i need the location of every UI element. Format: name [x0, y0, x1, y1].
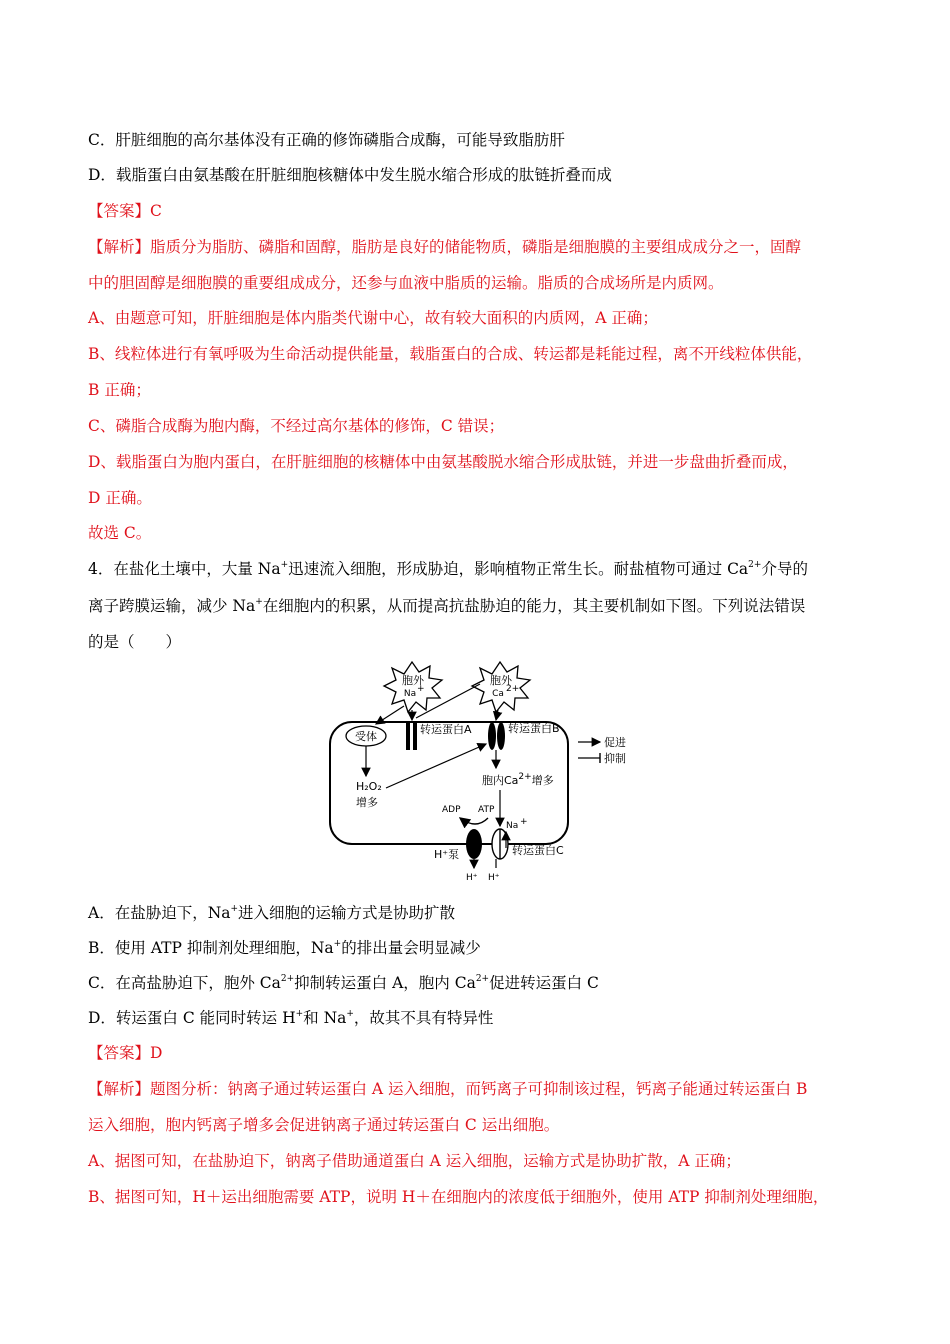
analysis-prev-b1: B、线粒体进行有氧呼吸为生命活动提供能量，载脂蛋白的合成、转运都是耗能过程，离不开线粒体供能， [88, 345, 813, 363]
receptor-label: 受体 [355, 730, 377, 743]
superscript: 2+ [748, 560, 762, 570]
superscript: + [230, 904, 239, 914]
analysis-prev-conclusion: 故选 C。 [88, 524, 152, 542]
option-b-text: B．使用 ATP 抑制剂处理细胞，Na [88, 939, 334, 957]
option-c-prev: C．肝脏细胞的高尔基体没有正确的修饰磷脂合成酶，可能导致脂肪肝 [88, 131, 565, 149]
option-c [88, 971, 599, 993]
option-c-text: 促进转运蛋白 C [489, 974, 599, 992]
superscript: 2+ [280, 974, 295, 984]
legend-promote: 促进 [604, 736, 626, 749]
option-d-text: ，故其不具有特异性 [353, 1009, 494, 1027]
h-right-label: H⁺ [488, 873, 500, 883]
answer: 【答案】D [88, 1044, 163, 1062]
q4-text: 在细胞内的积累，从而提高抗盐胁迫的能力，其主要机制如下图。下列说法错误 [262, 597, 806, 615]
q4-text: 离子跨膜运输，减少 Na [88, 597, 256, 615]
analysis-prev-line1: 【解析】脂质分为脂肪、磷脂和固醇，脂肪是良好的储能物质，磷脂是细胞膜的主要组成成分之一，固醇 [88, 238, 802, 256]
analysis-line2: 运入细胞，胞内钙离子增多会促进钠离子通过转运蛋白 C 运出细胞。 [88, 1116, 560, 1134]
h-pump [466, 829, 482, 859]
h2o2-label: H₂O₂ [356, 780, 382, 793]
q4-text: 介导的 [761, 560, 808, 578]
analysis-a: A、据图可知，在盐胁迫下，钠离子借助通道蛋白 A 运入细胞，运输方式是协助扩散，A 正确； [88, 1152, 741, 1170]
inner-ca-label: 胞内$Ca^{2+}$增多 [482, 772, 554, 787]
outside-na-label1: 胞外 [402, 674, 424, 687]
option-c-text: C．在高盐胁迫下，胞外 Ca [88, 974, 281, 992]
atp-label: ATP [478, 805, 495, 815]
option-c-text: 抑制转运蛋白 A，胞内 Ca [294, 974, 476, 992]
ion-transport-diagram [320, 658, 640, 886]
analysis-prev-d1: D、载脂蛋白为胞内蛋白，在肝脏细胞的核糖体中由氨基酸脱水缩合形成肽链，并进一步盘曲折叠而成， [88, 453, 798, 471]
q4-text: 迅速流入细胞，形成胁迫，影响植物正常生长。耐盐植物可通过 Ca [288, 560, 749, 578]
option-a-text: 进入细胞的运输方式是协助扩散 [238, 904, 456, 922]
option-b-text: 的排出量会明显减少 [341, 939, 481, 957]
outside-na-burst [384, 662, 442, 712]
option-a [88, 901, 455, 923]
outside-ca-label2: Ca [492, 689, 504, 699]
outside-ca-label1: 胞外 [490, 674, 512, 687]
transporter-a [406, 722, 417, 750]
option-d-text: 和 Na [303, 1009, 347, 1027]
transporter-a-label: 转运蛋白A [420, 723, 472, 736]
transporter-b-label: 转运蛋白B [508, 722, 560, 735]
transporter-c-label: 转运蛋白C [512, 844, 564, 857]
legend-inhibit: 抑制 [604, 752, 626, 765]
analysis-prev-a: A、由题意可知，肝脏细胞是体内脂类代谢中心，故有较大面积的内质网，A 正确； [88, 309, 658, 327]
analysis-prev-c: C、磷脂合成酶为胞内酶，不经过高尔基体的修饰，C 错误； [88, 417, 505, 435]
option-d-prev: D．载脂蛋白由氨基酸在肝脏细胞核糖体中发生脱水缩合形成的肽链折叠而成 [88, 166, 612, 184]
analysis-prev-line2: 中的胆固醇是细胞膜的重要组成成分，还参与血液中脂质的运输。脂质的合成场所是内质网。 [88, 274, 724, 292]
option-d-text: D．转运蛋白 C 能同时转运 H [88, 1009, 296, 1027]
h-left-label: H⁺ [466, 873, 478, 883]
option-d [88, 1006, 493, 1028]
h-pump-label: H⁺泵 [434, 848, 460, 861]
superscript: + [280, 560, 289, 570]
question-4-line2 [88, 594, 805, 616]
superscript: + [346, 1009, 354, 1019]
outside-ca-sup: 2+ [506, 684, 520, 694]
atp-hydrolysis-arrow [460, 818, 488, 824]
option-a-text: A．在盐胁迫下，Na [88, 904, 231, 922]
h2o2-transporter-b-arrow [386, 744, 486, 788]
na-out-sup: + [520, 817, 528, 827]
question-4-line3: 的是（ ） [88, 633, 182, 651]
outside-na-sup: + [417, 684, 425, 694]
transporter-b [488, 722, 505, 750]
adp-label: ADP [442, 805, 461, 815]
analysis-line1: 【解析】题图分析：钠离子通过转运蛋白 A 运入细胞，而钙离子可抑制该过程，钙离子能通过转运蛋白 B [88, 1080, 808, 1098]
analysis-prev-d2: D 正确。 [88, 489, 152, 507]
superscript: + [255, 597, 263, 607]
superscript: + [333, 939, 342, 949]
answer-prev: 【答案】C [88, 202, 162, 220]
superscript: 2+ [475, 974, 490, 984]
outside-na-label2: Na [403, 689, 417, 699]
analysis-b: B、据图可知，H＋运出细胞需要 ATP，说明 H＋在细胞内的浓度低于细胞外，使用 ATP 抑制剂处理细胞， [88, 1188, 829, 1206]
question-4-line1 [88, 557, 808, 579]
outside-ca-burst [472, 662, 530, 712]
h2o2-increase: 增多 [356, 796, 378, 809]
q4-text: 4．在盐化土壤中，大量 Na [88, 560, 281, 578]
analysis-prev-b2: B 正确； [88, 381, 151, 399]
superscript: + [295, 1009, 304, 1019]
na-out-label: Na [506, 821, 519, 831]
option-b [88, 936, 481, 958]
